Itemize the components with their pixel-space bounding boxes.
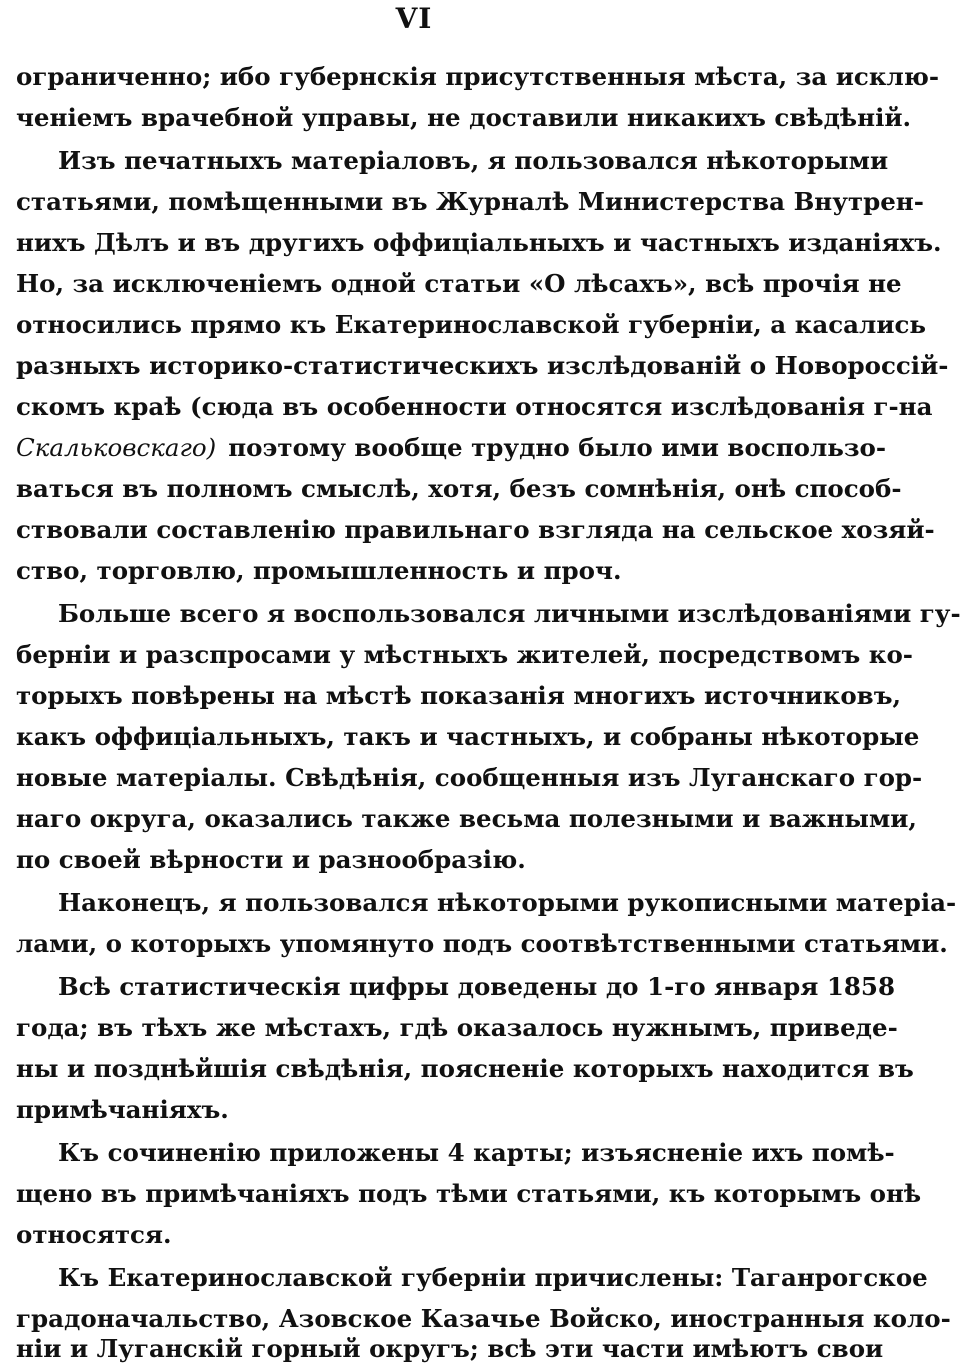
text-line: лами, о которыхъ упомянуто подъ соотвѣтственными статьями. xyxy=(16,929,948,958)
text-line: Изъ печатныхъ матеріаловъ, я пользовался нѣкоторыми xyxy=(58,146,889,175)
text-line: торыхъ повѣрены на мѣстѣ показанія многихъ источниковъ, xyxy=(16,681,902,710)
text-line: Къ сочиненію приложены 4 карты; изъясненіе ихъ помѣ- xyxy=(58,1138,895,1167)
text-line: Къ Екатеринославской губерніи причислены: Таганрогское xyxy=(58,1263,928,1292)
text-line: Больше всего я воспользовался личными изслѣдованіями гу- xyxy=(58,599,961,628)
text-line: относятся. xyxy=(16,1220,172,1249)
text-line: разныхъ историко-статистическихъ изслѣдованій о Новороссій- xyxy=(16,351,949,380)
text-line: ство, торговлю, промышленность и проч. xyxy=(16,556,622,585)
text-line: ограниченно; ибо губернскія присутственныя мѣста, за исклю- xyxy=(16,62,940,91)
text-line: новые матеріалы. Свѣдѣнія, сообщенныя изъ Луганскаго гор- xyxy=(16,763,923,792)
text-line: градоначальство, Азовское Казачье Войско, иностранныя коло- xyxy=(16,1304,951,1333)
text-line-rest: поэтому вообще трудно было ими воспользо- xyxy=(228,433,887,462)
text-line: наго округа, оказались также весьма полезными и важными, xyxy=(16,804,917,833)
text-line xyxy=(16,433,887,462)
text-line: скомъ краѣ (сюда въ особенности относятся изслѣдованія г-на xyxy=(16,392,933,421)
text-line: щено въ примѣчаніяхъ подъ тѣми статьями, къ которымъ онѣ xyxy=(16,1179,922,1208)
text-line: ніи и Луганскій горный округъ; всѣ эти части имѣютъ свои xyxy=(16,1334,884,1363)
text-line: какъ оффиціальныхъ, такъ и частныхъ, и собраны нѣкоторые xyxy=(16,722,920,751)
text-line: статьями, помѣщенными въ Журналѣ Министерства Внутрен- xyxy=(16,187,924,216)
text-line: Но, за исключеніемъ одной статьи «О лѣсахъ», всѣ прочія не xyxy=(16,269,902,298)
author-name: Скальковскаго) xyxy=(16,433,217,462)
text-line: Всѣ статистическія цифры доведены до 1-го января 1858 xyxy=(58,972,896,1001)
text-line: года; въ тѣхъ же мѣстахъ, гдѣ оказалось нужнымъ, приведе- xyxy=(16,1013,898,1042)
text-line: ченіемъ врачебной управы, не доставили никакихъ свѣдѣній. xyxy=(16,103,912,132)
page-number: VI xyxy=(395,2,433,35)
text-line: примѣчаніяхъ. xyxy=(16,1095,229,1124)
text-line: нихъ Дѣлъ и въ другихъ оффиціальныхъ и частныхъ изданіяхъ. xyxy=(16,228,942,257)
text-line: ны и позднѣйшія свѣдѣнія, поясненіе которыхъ находится въ xyxy=(16,1054,914,1083)
text-line: ствовали составленію правильнаго взгляда на сельское хозяй- xyxy=(16,515,935,544)
text-line: берніи и разспросами у мѣстныхъ жителей, посредствомъ ко- xyxy=(16,640,913,669)
text-line: Наконецъ, я пользовался нѣкоторыми рукописными матеріа- xyxy=(58,888,957,917)
text-line: ваться въ полномъ смыслѣ, хотя, безъ сомнѣнія, онѣ способ- xyxy=(16,474,902,503)
text-line: по своей вѣрности и разнообразію. xyxy=(16,845,526,874)
text-line: относились прямо къ Екатеринославской губерніи, а касались xyxy=(16,310,927,339)
